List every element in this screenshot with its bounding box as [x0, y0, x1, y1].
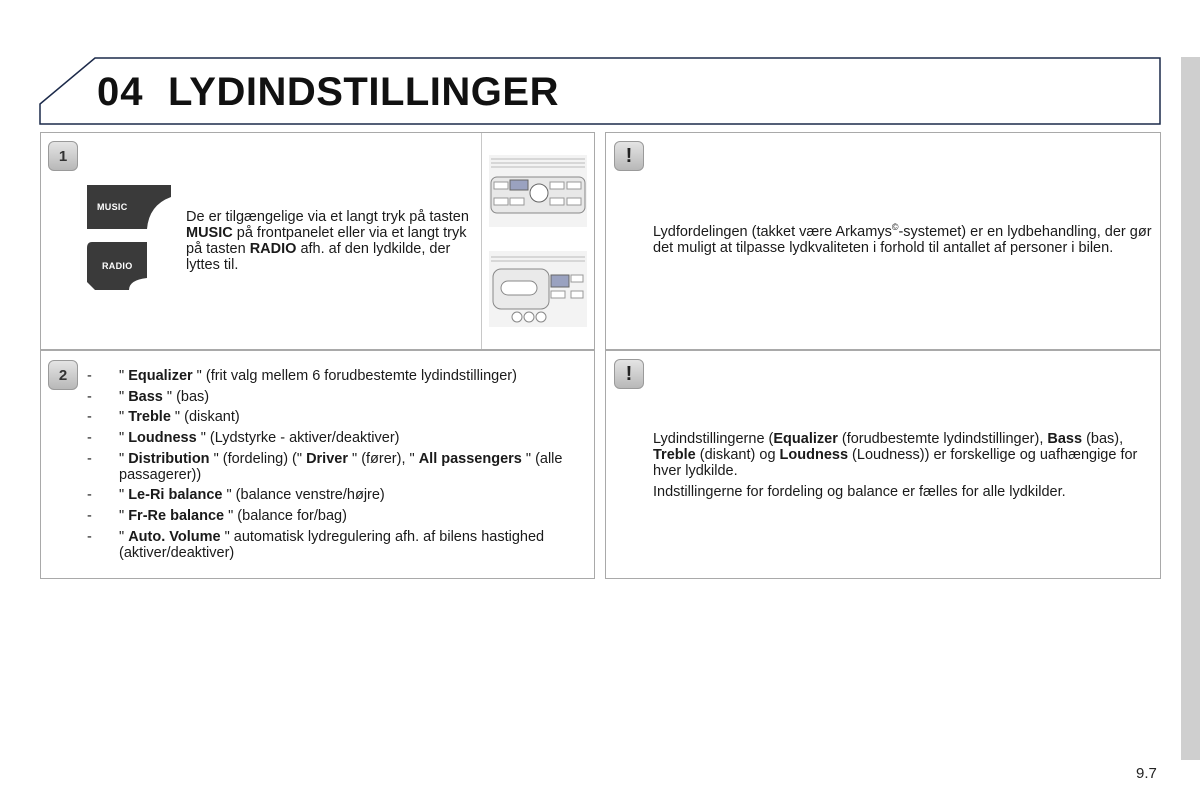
list-item: - " Auto. Volume " automatisk lydregulering afh. af bilens hastighed (aktiver/deaktiver) — [87, 528, 545, 561]
note-panel-arkamys — [605, 132, 1161, 350]
radio-key-ref: RADIO — [249, 241, 297, 257]
radio-key-label: RADIO — [102, 261, 133, 271]
chapter-number: 04 — [97, 70, 144, 114]
radio-unit-music-illustration — [489, 155, 587, 227]
warning-icon: ! — [614, 359, 644, 389]
list-item: - " Loudness " (Lydstyrke - aktiver/deaktiver) — [87, 430, 400, 447]
list-item: - " Fr-Re balance " (balance for/bag) — [87, 508, 347, 525]
note-2-text — [653, 431, 1153, 500]
step-2-badge: 2 — [48, 360, 78, 390]
radio-key-image — [87, 240, 149, 292]
list-item: - " Equalizer " (frit valg mellem 6 forudbestemte lydindstillinger) — [87, 368, 517, 384]
note-1-text: Lydfordelingen (takket være Arkamys©-systemet) er en lydbehandling, der gør det muligt at tilpasse lydkvaliteten i forhold til antallet af personer i bilen. — [653, 222, 1152, 256]
chapter-title: LYDINDSTILLINGER — [168, 70, 559, 114]
list-item: - " Treble " (diskant) — [87, 409, 240, 426]
music-key-ref: MUSIC — [186, 225, 233, 241]
list-item: - " Le-Ri balance " (balance venstre/højre) — [87, 487, 385, 504]
radio-unit-radio-illustration — [489, 251, 587, 327]
note-2-paragraph-2: Indstillingerne for fordeling og balance er fælles for alle lydkilder. — [653, 484, 1066, 500]
settings-list — [87, 368, 597, 566]
list-item: - " Distribution " (fordeling) (" Driver " (fører), " All passengers " (alle passagerer)) — [87, 450, 563, 483]
panel-step-1 — [40, 132, 595, 350]
note-2-paragraph-1: Lydindstillingerne (Equalizer (forudbestemte lydindstillinger), Bass (bas), Treble (diskant) og Loudness (Loudness)) er forskellige og uafhængige for hver lydkilde. — [653, 431, 1138, 479]
list-item: - " Bass " (bas) — [87, 388, 210, 405]
note-panel-settings — [605, 350, 1161, 579]
side-tab-strip — [1181, 57, 1200, 760]
warning-icon: ! — [614, 141, 644, 171]
step-1-badge: 1 — [48, 141, 78, 171]
panel-1-description: De er tilgængelige via et langt tryk på tasten MUSIC på frontpanelet eller via et langt tryk på tasten RADIO afh. af den lydkilde, der lyttes til. — [186, 209, 469, 273]
music-key-image — [87, 183, 173, 231]
page-number: 9.7 — [1136, 765, 1157, 782]
music-key-label: MUSIC — [97, 202, 128, 212]
panel-1-divider — [481, 133, 482, 349]
